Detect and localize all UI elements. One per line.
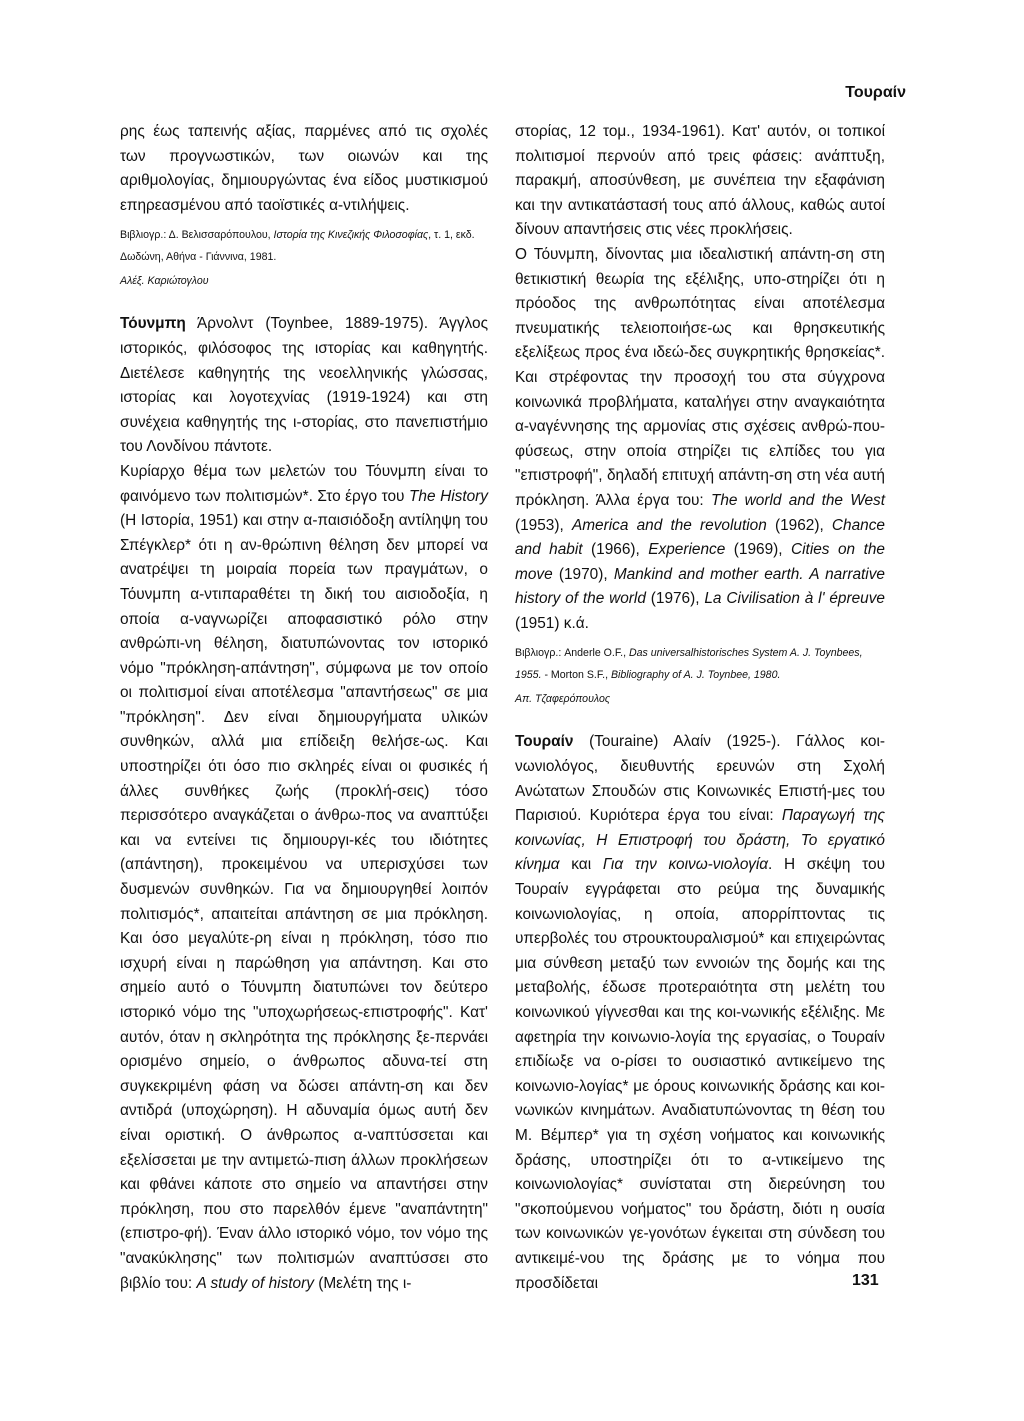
running-head: Τουραίν — [845, 84, 906, 101]
bib-text: Βιβλιογρ.: Anderle O.F., — [515, 647, 629, 660]
work-title: Mankind and mother earth. A narrative history of the world — [515, 565, 885, 608]
work-title: Παραγωγή της κοινωνίας, Η Επιστροφή του δράστη, Το εργατικό κίνημα — [515, 807, 885, 874]
entry-text: Ο Τόυνμπη, δίνοντας μια ιδεαλιστική απάντη-ση στη θετικιστική θεωρία της εξέλιξης, υπο-στηρίζει ότι η πρόοδος της ανθρωπότητας είναι αποτέλεσμα πνευματικής τελειοποιήσε-ως και θρησκευτικής εξελίξεως προς ένα ιδεώ-δες συγκρητικής θρησκείας*. Και στρέφοντας την προσοχή του στα σύγχρονα κοινωνικά προβλήματα, καταλήγει στην αναγκαιότητα α-ναγέννησης της αρμονίας στις σχέσεις ανθρώ-που-φύσεως, στην οποία στηρίζει τις ελπίδες του για "επιστροφή", δηλαδή επιτυχή απάντη-ση στη νέα αυτή πρόκληση. Άλλα έργα του: — [515, 245, 885, 509]
entry-text: (1970), — [552, 565, 614, 583]
entry-text: (1966), — [582, 541, 649, 559]
entry-text: Κυρίαρχο θέμα των μελετών του Τόυνμπη είναι το φαινόμενο των πολιτισμών*. Στο έργο του — [120, 462, 488, 505]
entry-text: (1969), — [725, 541, 792, 559]
headword: Τόυνμπη — [120, 315, 186, 333]
work-title: A study of history — [196, 1274, 314, 1292]
entry-author: Απ. Τζαφερόπουλος — [515, 693, 611, 706]
entry-text: Άρνολντ (Toynbee, 1889-1975). Άγγλος ιστορικός, φιλόσοφος της ιστορίας και καθηγητής. Διετέλεσε καθηγητής της νεοελληνικής γλώσσας, ιστορίας και λογοτεχνίας (1919-1924) και στη συνέχεια καθηγητής της ι-στορίας, στο πανεπιστήμιο του Λονδίνου πάντοτε. — [120, 315, 488, 456]
work-title: La Civilisation à l' épreuve — [704, 590, 885, 608]
bib-title: Bibliography of A. J. Toynbee, 1980. — [610, 669, 781, 682]
left-column — [120, 120, 488, 1296]
bib-text: Βιβλιογρ.: Δ. Βελισσαρόπουλου, — [120, 229, 274, 242]
work-title: The world and the West — [710, 491, 885, 509]
headword: Τουραίν — [515, 733, 574, 751]
work-title: America and the revolution — [571, 516, 767, 534]
work-title: Experience — [648, 541, 726, 559]
entry-text: . Η σκέψη του Τουραίν εγγράφεται στο ρεύμα της δυναμικής κοινωνιολογίας, η οποία, απορρίπτοντας τις υπερβολές του στρουκτουραλισμού* και επιχειρώντας μια σύνθεση μεταξύ των εννοιών της δομής και της μεταβολής, έδωσε προτεραιότητα στη μελέτη του κοινωνικού γίγνεσθαι και της κοι-νωνικής εξέλιξης. Με αφετηρία την κοινωνιο-λογία της εργασίας, ο Τουραίν επιδίωξε να ο-ρίσει το ουσιαστικό αντικείμενο της κοινωνιο-λογίας* με όρους κοινωνικής δράσης και κοι-νωνικών κινημάτων. Αναδιατυπώνοντας τη θέση του Μ. Βέμπερ* για τη σχέση νοήματος και κοινωνικής δράσης, υποστηρίζει ότι το α-ντικείμενο της κοινωνιολογίας* συνίσταται στη διερεύνηση του "σκοπούμενου νοήματος" του δράστη, διότι η ουσία των κοινωνικών γε-γονότων έγκειται στη σύνδεση του αντικειμέ-νου της δράσης με το νόημα που προσδίδεται — [515, 856, 885, 1292]
bibliography — [120, 224, 488, 268]
entry-author: Αλέξ. Καριώτογλου — [120, 275, 209, 288]
entry-toynbee — [120, 312, 488, 460]
right-column — [515, 120, 885, 1296]
work-title: Chance and habit — [515, 516, 885, 559]
page-number: 131 — [852, 1272, 879, 1289]
entry-text: (Μελέτη της ι- — [313, 1274, 412, 1292]
bib-text: - Morton S.F., — [541, 669, 611, 682]
entry-touraine — [515, 730, 885, 1296]
entry-text: (1953), — [515, 516, 572, 534]
work-title: Για την κοινω-νιολογία — [602, 856, 769, 874]
entry-text: και — [559, 856, 603, 874]
paragraph: στορίας, 12 τομ., 1934-1961). Κατ' αυτόν, οι τοπικοί πολιτισμοί περνούν από τρεις φάσεις: ανάπτυξη, παρακμή, αποσύνθεση, με συνέπεια την εξαφάνιση και την αντικατάστασή τους από άλλους, καθώς αυτοί δίνουν απαντήσεις στις νέες προκλήσεις. — [515, 123, 885, 239]
entry-text: (1962), — [766, 516, 832, 534]
entry-text: (Η Ιστορία, 1951) και στην α-παισιόδοξη αντίληψη του Σπέγκλερ* ότι η αν-θρώπινη θέληση δεν μπορεί να ανατρέψει τη μοιραία πορεία των πραγμάτων, ο Τόυνμπη α-ντιπαραθέτει τη δική του αισιοδοξία, η οποία α-ναγνωρίζει αποφασιστικό ρόλο στην ανθρώπι-νη θέληση, διατυπώνοντας τον ιστορικό νόμο "πρόκληση-απάντηση", σύμφωνα με τον οποίο οι πολιτισμοί είναι αποτέλεσμα "απαντήσεως" σε μια "πρόκληση". Δεν είναι δημιουργήματα υλικών συνθηκών, αλλά μια επίδειξη θελήσε-ως. Και υποστηρίζει ότι όσο πιο σκληρές είναι οι φυσικές ή άλλες συνθήκες ζωής (προκλή-σεις) τόσο περισσότερο αναγκάζεται ο άνθρω-πος να αναπτύξει και να εντείνει τις δημιουργι-κές του ιδιότητες (απάντηση), προκειμένου να υπερισχύσει των δυσμενών συνθηκών. Για να δημιουργηθεί λοιπόν πολιτισμός*, απαιτείται απάντηση σε μια πρόκληση. Και όσο μεγαλύτε-ρη είναι η πρόκληση, τόσο πιο ισχυρή είναι η παρώθηση για απάντηση. Και στο σημείο αυτό ο Τόυνμπη διατυπώνει τον δεύτερο ιστορικό νόμο της "υποχωρήσεως-επιστροφής". Κατ' αυτόν, όταν η σκληρότητα της πρόκλησης ξε-περνάει ορισμένο σημείο, ο άνθρωπος αδυνα-τεί στη συγκεκριμένη φάση να δώσει απάντη-ση και δεν αντιδρά (υποχώρηση). Η αδυναμία όμως αυτή δεν είναι οριστική. Ο άνθρωπος α-ναπτύσσεται και εξελίσσεται με την αντιμετώ-πιση άλλων προκλήσεων και φθάνει κάποτε στο σημείο να απαντήσει στην πρόκληση, που στο παρελθόν έμενε "αναπάντητη" (επιστρο-φή). Έναν άλλο ιστορικό νόμο, τον νόμο της "ανακύκλησης" των πολιτισμών αναπτύσσει στο βιβλίο του: — [120, 512, 488, 1292]
work-title: The History — [409, 487, 489, 505]
entry-text: (Touraine) Αλαίν (1925-). Γάλλος κοι-νωνιολόγος, διευθυντής ερευνών στη Σχολή Ανώτατων Σπουδών στις Κοινωνικές Επιστή-μες του Παρισιού. Κυριότερα έργα του είναι: — [515, 733, 885, 825]
entry-text: (1976), — [645, 590, 705, 608]
paragraph — [515, 243, 885, 637]
paragraph: ρης έως ταπεινής αξίας, παρμένες από τις σχολές των προγνωστικών, των οιωνών και της αριθμολογίας, δημιουργώντας ένα είδος μυστικισμού επηρεασμένου από ταοϊστικές α-ντιλήψεις. — [120, 123, 488, 214]
paragraph — [120, 460, 488, 1296]
bib-text: , τ. 1, εκδ. Δωδώνη, Αθήνα - Γιάννινα, 1981. — [120, 229, 475, 264]
bibliography — [515, 642, 885, 686]
entry-text: (1951) κ.ά. — [515, 614, 589, 632]
work-title: Cities on the move — [515, 541, 885, 583]
bib-title: Ιστορία της Κινεζικής Φιλοσοφίας — [273, 229, 429, 242]
bib-title: Das universalhistorisches System A. J. Toynbees, 1955. — [515, 647, 863, 682]
